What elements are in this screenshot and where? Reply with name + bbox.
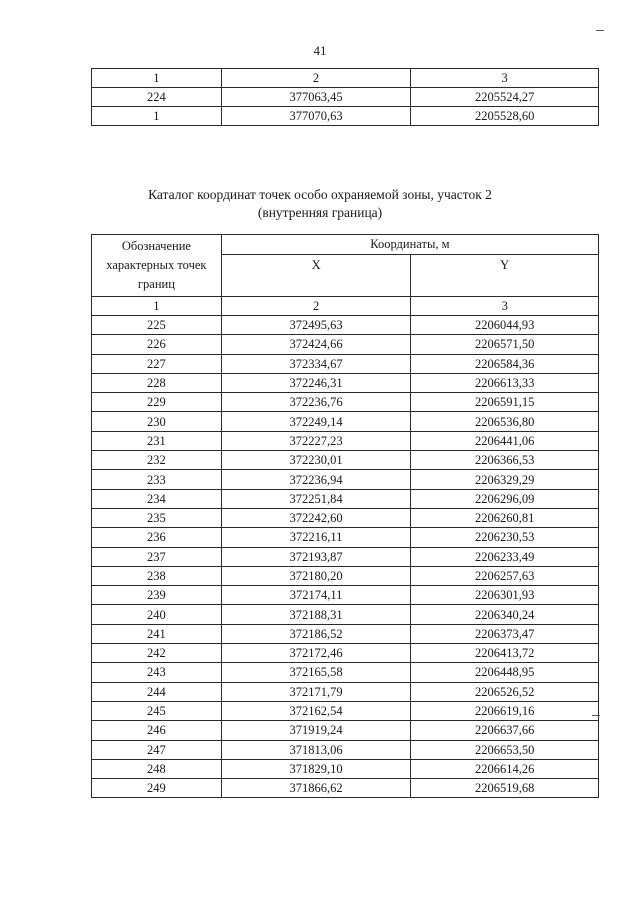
top-coordinate-table: [91, 68, 599, 126]
column-number-1: 1: [92, 297, 222, 316]
y-coordinate-cell: 2206413,72: [411, 644, 599, 663]
point-id-cell: 236: [92, 528, 222, 547]
point-id-cell: 239: [92, 586, 222, 605]
column-number-row: [92, 69, 599, 88]
table-row: [92, 451, 599, 470]
point-id-cell: 246: [92, 721, 222, 740]
table-row: [92, 644, 599, 663]
point-id-cell: 237: [92, 547, 222, 566]
table-row: [92, 547, 599, 566]
caption-line-2: (внутренняя граница): [257, 205, 383, 220]
table-row: [92, 489, 599, 508]
point-id-cell: 249: [92, 779, 222, 798]
x-coordinate-cell: 372246,31: [221, 373, 411, 392]
point-id-cell: 228: [92, 373, 222, 392]
point-id-cell: 224: [92, 88, 222, 107]
y-coordinate-cell: 2206260,81: [411, 508, 599, 527]
table-row: [92, 88, 599, 107]
x-coordinate-cell: 372495,63: [221, 316, 411, 335]
table-caption: [0, 186, 640, 222]
x-coordinate-cell: 371813,06: [221, 740, 411, 759]
point-id-cell: 226: [92, 335, 222, 354]
y-header: Y: [411, 255, 599, 297]
y-coordinate-cell: 2206230,53: [411, 528, 599, 547]
y-coordinate-cell: 2206329,29: [411, 470, 599, 489]
y-coordinate-cell: 2206536,80: [411, 412, 599, 431]
x-coordinate-cell: 372174,11: [221, 586, 411, 605]
y-coordinate-cell: 2206519,68: [411, 779, 599, 798]
column-number-2: 2: [221, 69, 411, 88]
scan-mark: [592, 715, 600, 716]
y-coordinate-cell: 2206233,49: [411, 547, 599, 566]
y-coordinate-cell: 2206637,66: [411, 721, 599, 740]
table-row: [92, 779, 599, 798]
y-coordinate-cell: 2206653,50: [411, 740, 599, 759]
x-coordinate-cell: 372186,52: [221, 624, 411, 643]
main-coordinate-table: [91, 234, 599, 798]
point-id-cell: 234: [92, 489, 222, 508]
x-coordinate-cell: 372216,11: [221, 528, 411, 547]
x-coordinate-cell: 372180,20: [221, 566, 411, 585]
table-row: [92, 759, 599, 778]
y-coordinate-cell: 2206571,50: [411, 335, 599, 354]
y-coordinate-cell: 2206340,24: [411, 605, 599, 624]
x-coordinate-cell: 372251,84: [221, 489, 411, 508]
y-coordinate-cell: 2206366,53: [411, 451, 599, 470]
x-coordinate-cell: 372424,66: [221, 335, 411, 354]
y-coordinate-cell: 2206591,15: [411, 393, 599, 412]
point-id-cell: 231: [92, 431, 222, 450]
x-coordinate-cell: 372334,67: [221, 354, 411, 373]
x-coordinate-cell: 371919,24: [221, 721, 411, 740]
page-number: 41: [313, 43, 327, 58]
column-number-row: [92, 297, 599, 316]
table-row: [92, 373, 599, 392]
y-coordinate-cell: 2206257,63: [411, 566, 599, 585]
point-id-cell: 248: [92, 759, 222, 778]
table-row: [92, 412, 599, 431]
y-coordinate-cell: 2206614,26: [411, 759, 599, 778]
x-coordinate-cell: 372193,87: [221, 547, 411, 566]
point-id-cell: 235: [92, 508, 222, 527]
table-row: [92, 316, 599, 335]
x-coordinate-cell: 372165,58: [221, 663, 411, 682]
x-coordinate-cell: 372227,23: [221, 431, 411, 450]
table-row: [92, 682, 599, 701]
y-coordinate-cell: 2206448,95: [411, 663, 599, 682]
table-row: [92, 624, 599, 643]
y-coordinate-cell: 2205528,60: [411, 107, 599, 126]
table-row: [92, 721, 599, 740]
x-coordinate-cell: 372249,14: [221, 412, 411, 431]
table-row: [92, 528, 599, 547]
x-coordinate-cell: 372172,46: [221, 644, 411, 663]
point-id-cell: 241: [92, 624, 222, 643]
x-coordinate-cell: 372242,60: [221, 508, 411, 527]
x-coordinate-cell: 372230,01: [221, 451, 411, 470]
x-coordinate-cell: 377070,63: [221, 107, 411, 126]
y-coordinate-cell: 2206301,93: [411, 586, 599, 605]
scan-mark: [596, 30, 604, 31]
y-coordinate-cell: 2206613,33: [411, 373, 599, 392]
top-table-body: [92, 88, 599, 126]
point-id-cell: 238: [92, 566, 222, 585]
y-coordinate-cell: 2206044,93: [411, 316, 599, 335]
y-coordinate-cell: 2206373,47: [411, 624, 599, 643]
x-coordinate-cell: 372236,76: [221, 393, 411, 412]
point-id-cell: 225: [92, 316, 222, 335]
point-id-cell: 247: [92, 740, 222, 759]
table-row: [92, 335, 599, 354]
point-id-cell: 230: [92, 412, 222, 431]
column-number-2: 2: [221, 297, 411, 316]
x-coordinate-cell: 371829,10: [221, 759, 411, 778]
x-coordinate-cell: 372236,94: [221, 470, 411, 489]
x-coordinate-cell: 377063,45: [221, 88, 411, 107]
y-coordinate-cell: 2205524,27: [411, 88, 599, 107]
table-row: [92, 470, 599, 489]
point-id-cell: 1: [92, 107, 222, 126]
table-row: [92, 393, 599, 412]
column-number-3: 3: [411, 297, 599, 316]
point-id-cell: 242: [92, 644, 222, 663]
main-table-body: [92, 316, 599, 798]
y-coordinate-cell: 2206441,06: [411, 431, 599, 450]
point-designation-header: Обозначение характерных точек границ: [92, 235, 222, 297]
x-coordinate-cell: 372171,79: [221, 682, 411, 701]
coordinates-header: Координаты, м: [221, 235, 598, 255]
table-row: [92, 566, 599, 585]
point-id-cell: 229: [92, 393, 222, 412]
x-header: X: [221, 255, 411, 297]
point-id-cell: 240: [92, 605, 222, 624]
point-id-cell: 233: [92, 470, 222, 489]
x-coordinate-cell: 372162,54: [221, 701, 411, 720]
y-coordinate-cell: 2206296,09: [411, 489, 599, 508]
table-row: [92, 107, 599, 126]
point-id-cell: 232: [92, 451, 222, 470]
point-id-cell: 245: [92, 701, 222, 720]
y-coordinate-cell: 2206584,36: [411, 354, 599, 373]
table-row: [92, 354, 599, 373]
table-row: [92, 431, 599, 450]
x-coordinate-cell: 371866,62: [221, 779, 411, 798]
caption-line-1: Каталог координат точек особо охраняемой зоны, участок 2: [148, 187, 492, 202]
table-row: [92, 740, 599, 759]
point-id-cell: 243: [92, 663, 222, 682]
table-row: [92, 701, 599, 720]
point-id-cell: 244: [92, 682, 222, 701]
table-row: [92, 663, 599, 682]
column-number-1: 1: [92, 69, 222, 88]
table-row: [92, 508, 599, 527]
table-row: [92, 605, 599, 624]
point-id-cell: 227: [92, 354, 222, 373]
x-coordinate-cell: 372188,31: [221, 605, 411, 624]
table-row: [92, 586, 599, 605]
y-coordinate-cell: 2206619,16: [411, 701, 599, 720]
y-coordinate-cell: 2206526,52: [411, 682, 599, 701]
column-number-3: 3: [411, 69, 599, 88]
